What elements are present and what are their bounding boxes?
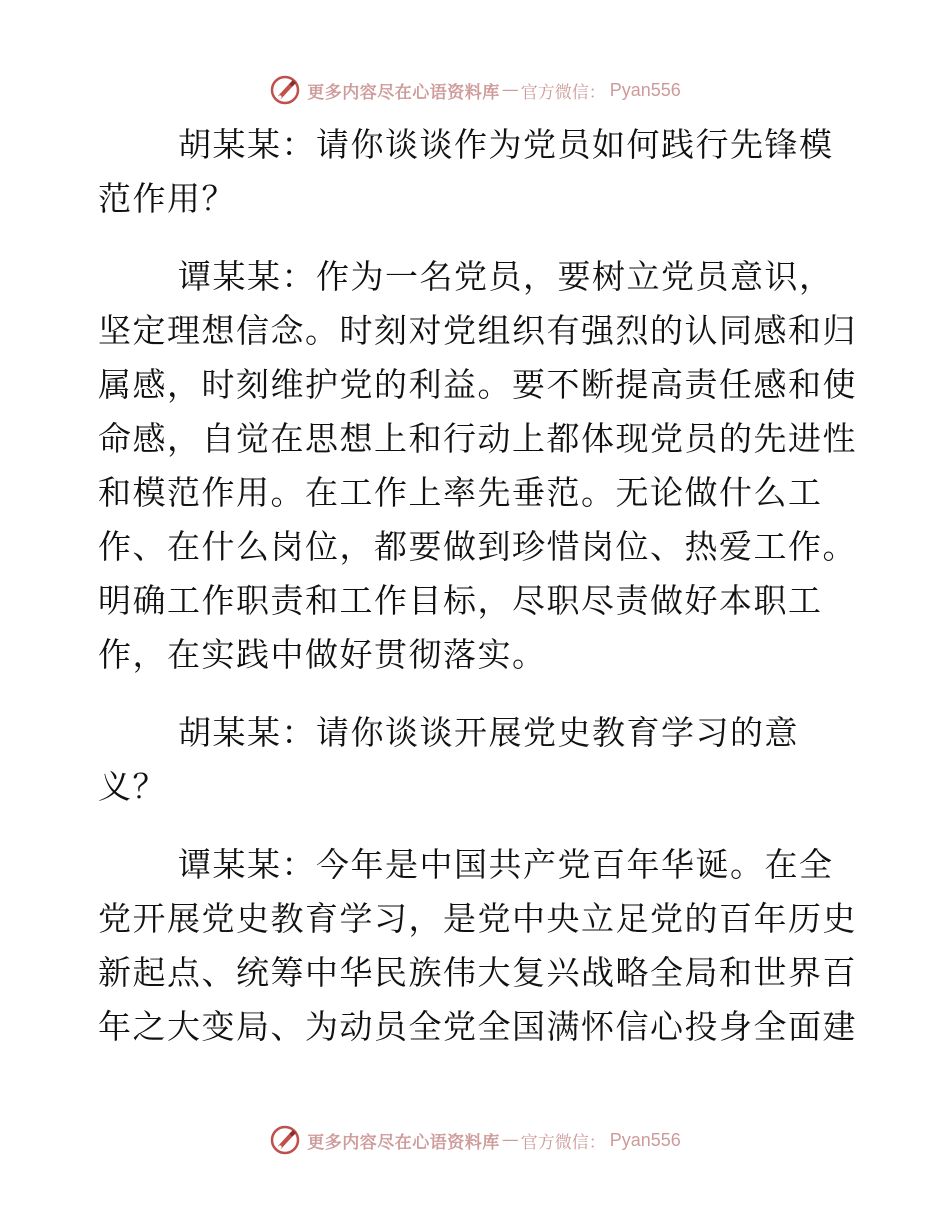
header-watermark-banner: [0, 70, 950, 110]
paragraph-answer-2: [98, 838, 857, 1054]
text-line: 年之大变局、为动员全党全国满怀信心投身全面建: [98, 1007, 857, 1046]
pen-nib-logo-icon: [269, 1124, 301, 1156]
banner-separator: —: [501, 80, 519, 100]
document-body: [98, 118, 857, 1054]
banner-separator: —: [501, 1130, 519, 1150]
text-line: 谭某某：作为一名党员，要树立党员意识，: [178, 257, 834, 296]
banner-wechat-label: 官方微信：: [520, 82, 606, 103]
banner-wechat-id: Pyan556: [609, 1129, 681, 1150]
text-line: 作，在实践中做好贯彻落实。: [98, 635, 547, 674]
pen-nib-logo-icon: [269, 74, 301, 106]
banner-wechat-label: 官方微信：: [520, 1132, 606, 1153]
text-line: 坚定理想信念。时刻对党组织有强烈的认同感和归: [98, 311, 857, 350]
text-line: 胡某某：请你谈谈开展党史教育学习的意: [178, 713, 799, 752]
text-line: 义？: [98, 767, 167, 806]
text-line: 党开展党史教育学习，是党中央立足党的百年历史: [98, 899, 857, 938]
text-line: 属感，时刻维护党的利益。要不断提高责任感和使: [98, 365, 857, 404]
text-line: 胡某某：请你谈谈作为党员如何践行先锋模: [178, 125, 834, 164]
banner-wechat-id: Pyan556: [609, 79, 681, 100]
text-line: 谭某某：今年是中国共产党百年华诞。在全: [178, 845, 834, 884]
text-line: 作、在什么岗位，都要做到珍惜岗位、热爱工作。: [98, 527, 857, 566]
banner-site-text: 更多内容尽在心语资料库: [307, 1132, 500, 1153]
text-line: 和模范作用。在工作上率先垂范。无论做什么工: [98, 473, 823, 512]
paragraph-question-1: [98, 118, 850, 226]
paragraph-answer-1: [98, 250, 857, 682]
banner-site-text: 更多内容尽在心语资料库: [307, 82, 500, 103]
text-line: 新起点、统筹中华民族伟大复兴战略全局和世界百: [98, 953, 857, 992]
text-line: 明确工作职责和工作目标，尽职尽责做好本职工: [98, 581, 823, 620]
text-line: 命感，自觉在思想上和行动上都体现党员的先进性: [98, 419, 857, 458]
text-line: 范作用？: [98, 179, 236, 218]
paragraph-question-2: [98, 706, 850, 814]
footer-watermark-banner: [0, 1120, 950, 1160]
